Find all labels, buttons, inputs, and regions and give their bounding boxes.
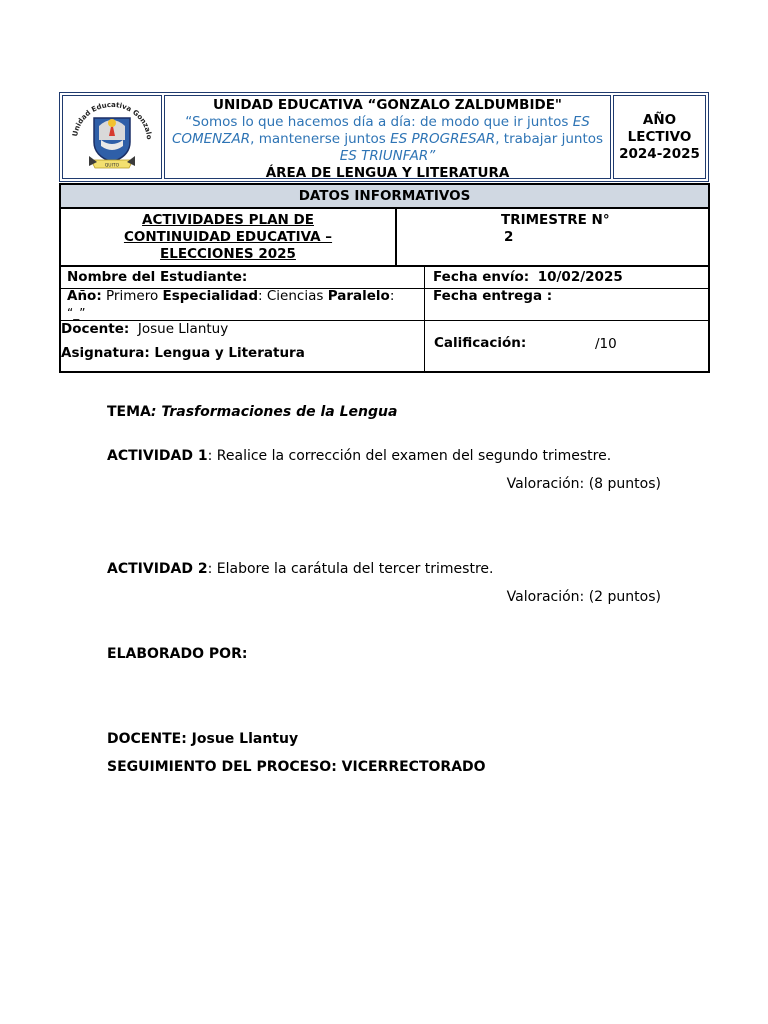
anio-value: Primero (106, 288, 159, 304)
school-logo (63, 96, 161, 178)
actividad-1-text: : Realice la corrección del examen del segundo trimestre. (207, 448, 612, 464)
paralelo-label: Paralelo (327, 288, 390, 304)
header-title-cell (164, 95, 611, 179)
especialidad-label: Especialidad (162, 288, 259, 304)
motto-text-1: “Somos lo que hacemos día a día: de modo que ir juntos (185, 114, 573, 130)
plan-title (61, 209, 397, 265)
header-table (59, 92, 709, 182)
year-line-1: AÑO (642, 112, 677, 128)
fecha-envio (433, 269, 623, 286)
student-name-label: Nombre del Estudiante: (67, 269, 248, 285)
info-table (59, 183, 710, 373)
school-year (614, 112, 705, 163)
course-info: Año: Primero Especialidad: Ciencias Paralelo: “_” (67, 288, 395, 320)
motto-text-3: , trabajar juntos (495, 131, 604, 147)
column-divider (424, 265, 425, 371)
plan-line-3: ELECCIONES 2025 (160, 246, 296, 262)
docente-label: Docente: (61, 321, 130, 337)
docente-info (61, 321, 228, 338)
anio-label: Año: (67, 288, 102, 304)
motto-italic-1: ES (572, 114, 590, 130)
plan-line-1: ACTIVIDADES PLAN DE (142, 212, 314, 228)
actividad-2-valoracion: Valoración: (2 puntos) (506, 589, 661, 605)
info-section-title: DATOS INFORMATIVOS (61, 185, 708, 209)
calificacion-label: Calificación: (434, 335, 527, 351)
docente-value: Josue Llantuy (137, 321, 229, 337)
motto (165, 114, 610, 165)
plan-line-2: CONTINUIDAD EDUCATIVA – (123, 229, 333, 245)
tema-value: : Trasformaciones de la Lengua (150, 404, 398, 420)
motto-italic-4: ES TRIUNFAR” (339, 148, 436, 164)
seguimiento: SEGUIMIENTO DEL PROCESO: VICERRECTORADO (107, 759, 486, 775)
fecha-envio-label: Fecha envío: (433, 269, 530, 285)
logo-ribbon-text: QUITO (104, 163, 120, 169)
docente-footer: DOCENTE: Josue Llantuy (107, 731, 299, 747)
actividad-2-text: : Elabore la carátula del tercer trimestre. (207, 561, 494, 577)
trimestre (501, 212, 610, 246)
actividad-1-label: ACTIVIDAD 1 (107, 448, 208, 464)
motto-text-2: , mantenerse juntos (250, 131, 391, 147)
actividad-1-valoracion: Valoración: (8 puntos) (506, 476, 661, 492)
trimestre-value: 2 (504, 229, 514, 245)
actividad-1 (107, 447, 611, 465)
school-year-cell (613, 95, 706, 179)
area-title: ÁREA DE LENGUA Y LITERATURA (265, 165, 510, 181)
paralelo-value: “_” (67, 306, 86, 320)
tema-label: TEMA (107, 404, 151, 420)
trimestre-label: TRIMESTRE N° (501, 212, 610, 228)
motto-italic-2: COMENZAR (171, 131, 251, 147)
school-name: UNIDAD EDUCATIVA “GONZALO ZALDUMBIDE" (213, 97, 562, 113)
fecha-envio-value: 10/02/2025 (537, 269, 623, 285)
calificacion-value: /10 (595, 336, 617, 352)
elaborado-por: ELABORADO POR: (107, 646, 248, 662)
actividad-2-label: ACTIVIDAD 2 (107, 561, 208, 577)
tema (107, 403, 397, 421)
logo-cell (62, 95, 162, 179)
asignatura: Asignatura: Lengua y Literatura (61, 345, 305, 361)
plan-row (61, 209, 708, 267)
fecha-entrega-label: Fecha entrega : (433, 288, 553, 304)
actividad-2 (107, 560, 493, 578)
especialidad-value: Ciencias (266, 288, 324, 304)
motto-italic-3: ES PROGRESAR (390, 131, 496, 147)
year-line-3: 2024-2025 (619, 146, 700, 162)
logo-arc-text: Unidad Educativa Gonzalo (71, 100, 154, 140)
year-line-2: LECTIVO (627, 129, 692, 145)
